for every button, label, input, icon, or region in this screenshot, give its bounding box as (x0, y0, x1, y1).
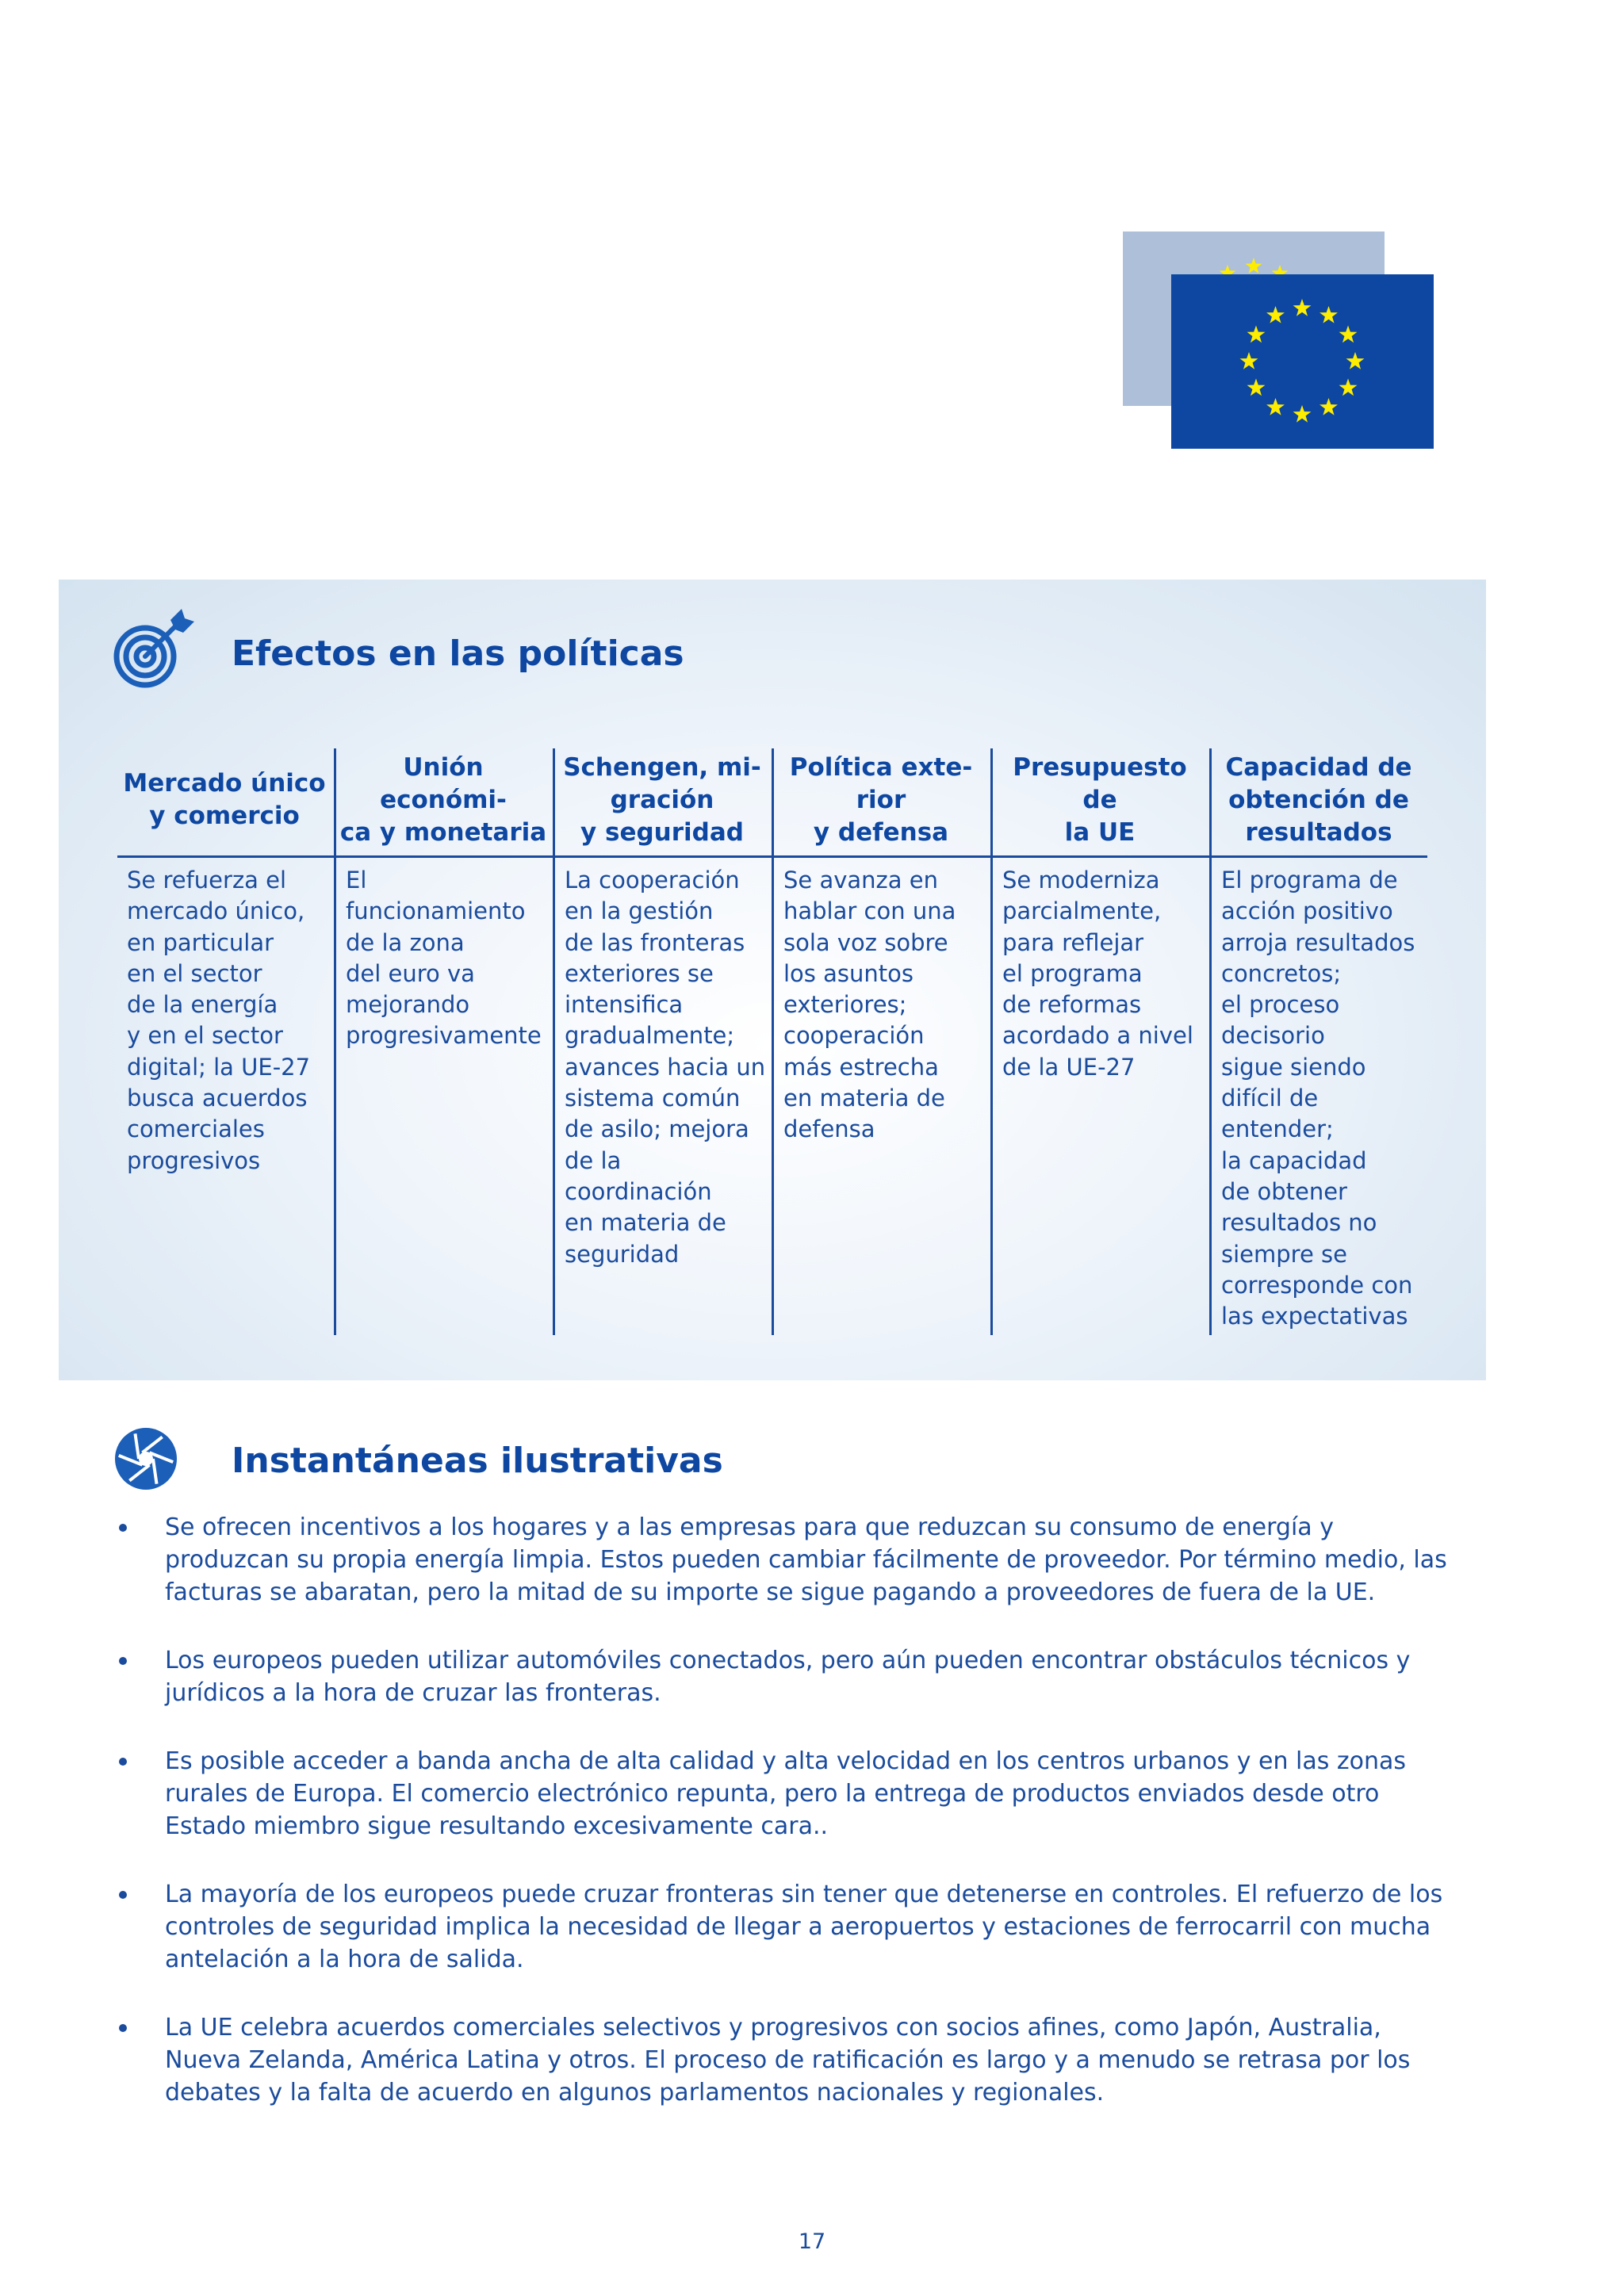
column-divider (772, 748, 774, 1335)
bullet-icon (119, 1891, 127, 1899)
column-divider (990, 748, 993, 1335)
column-divider (1209, 748, 1212, 1335)
snapshots-list (119, 1511, 1451, 2145)
list-item-text: Los europeos pueden utilizar automóviles conectados, pero aún pueden encontrar obstáculos técnicos y jurídicos a la hora de cruzar las fronteras. (165, 1647, 1411, 1707)
column-header-single-market: Mercado único y comercio (123, 769, 326, 830)
column-divider (334, 748, 336, 1335)
column-header-schengen: Schengen, mi- gración y seguridad (563, 752, 761, 847)
bullet-icon (119, 1758, 127, 1766)
policy-effects-title: Efectos en las políticas (232, 633, 684, 674)
bullet-icon (119, 1524, 127, 1532)
list-item (119, 1644, 1451, 1709)
column-text-single-market: Se refuerza el mercado único, en particular en el sector de la energía y en el sector digital; la UE-27 busca acuerdos comerciales progresivos (127, 867, 311, 1174)
column-header-monetary-union: Unión económi- ca y monetaria (339, 752, 547, 847)
list-item-text: La UE celebra acuerdos comerciales selectivos y progresivos con socios afines, como Japón, Australia, Nueva Zelanda, América Latina y otros. El proceso de ratificación es largo y a menudo se retrasa por los debates y la falta de acuerdo en algunos parlamentos nacionales y regionales. (165, 2014, 1411, 2107)
column-header-foreign-policy: Política exte- rior y defensa (789, 752, 973, 847)
column-text-monetary-union: El funcionamiento de la zona del euro va mejorando progresivamente (346, 867, 542, 1050)
camera-aperture-icon (114, 1427, 178, 1490)
column-header-eu-budget: Presupuesto de la UE (1013, 752, 1187, 847)
snapshots-title: Instantáneas ilustrativas (232, 1441, 723, 1481)
list-item-text: La mayoría de los europeos puede cruzar fronteras sin tener que detenerse en controles. El refuerzo de los controles de seguridad implica la necesidad de llegar a aeropuertos y estaciones de ferrocarril con mucha antelación a la hora de salida. (165, 1881, 1443, 1973)
eu-flag-icon (1123, 232, 1434, 449)
column-text-delivery-capacity: El programa de acción positivo arroja resultados concretos; el proceso decisorio sigue siendo difícil de entender; la capacidad de obtener resultados no siempre se corresponde con las expectativas (1221, 867, 1415, 1330)
bullet-icon (119, 1657, 127, 1665)
column-header-delivery-capacity: Capacidad de obtención de resultados (1225, 752, 1412, 847)
page-number: 17 (798, 2229, 826, 2254)
column-text-eu-budget: Se moderniza parcialmente, para reflejar el programa de reformas acordado a nivel de la UE-27 (1002, 867, 1193, 1081)
list-item (119, 1745, 1451, 1843)
list-item (119, 1511, 1451, 1609)
list-item-text: Se ofrecen incentivos a los hogares y a las empresas para que reduzcan su consumo de energía y produzcan su propia energía limpia. Estos pueden cambiar fácilmente de proveedor. Por término medio, las facturas se abaratan, pero la mitad de su importe se sigue pagando a proveedores de fuera de la UE. (165, 1513, 1447, 1606)
target-arrow-icon (113, 609, 194, 691)
list-item (119, 2011, 1451, 2109)
bullet-icon (119, 2024, 127, 2032)
list-item-text: Es posible acceder a banda ancha de alta calidad y alta velocidad en los centros urbanos y en las zonas rurales de Europa. El comercio electrónico repunta, pero la entrega de productos enviados desde otro Estado miembro sigue resultando excesivamente cara.. (165, 1747, 1407, 1840)
list-item (119, 1878, 1451, 1976)
column-text-foreign-policy: Se avanza en hablar con una sola voz sobre los asuntos exteriores; cooperación más estrecha en materia de defensa (783, 867, 956, 1143)
column-divider (553, 748, 555, 1335)
column-text-schengen: La cooperación en la gestión de las fronteras exteriores se intensifica gradualmente; avances hacia un sistema común de asilo; mejora de la coordinación en materia de seguridad (565, 867, 766, 1268)
